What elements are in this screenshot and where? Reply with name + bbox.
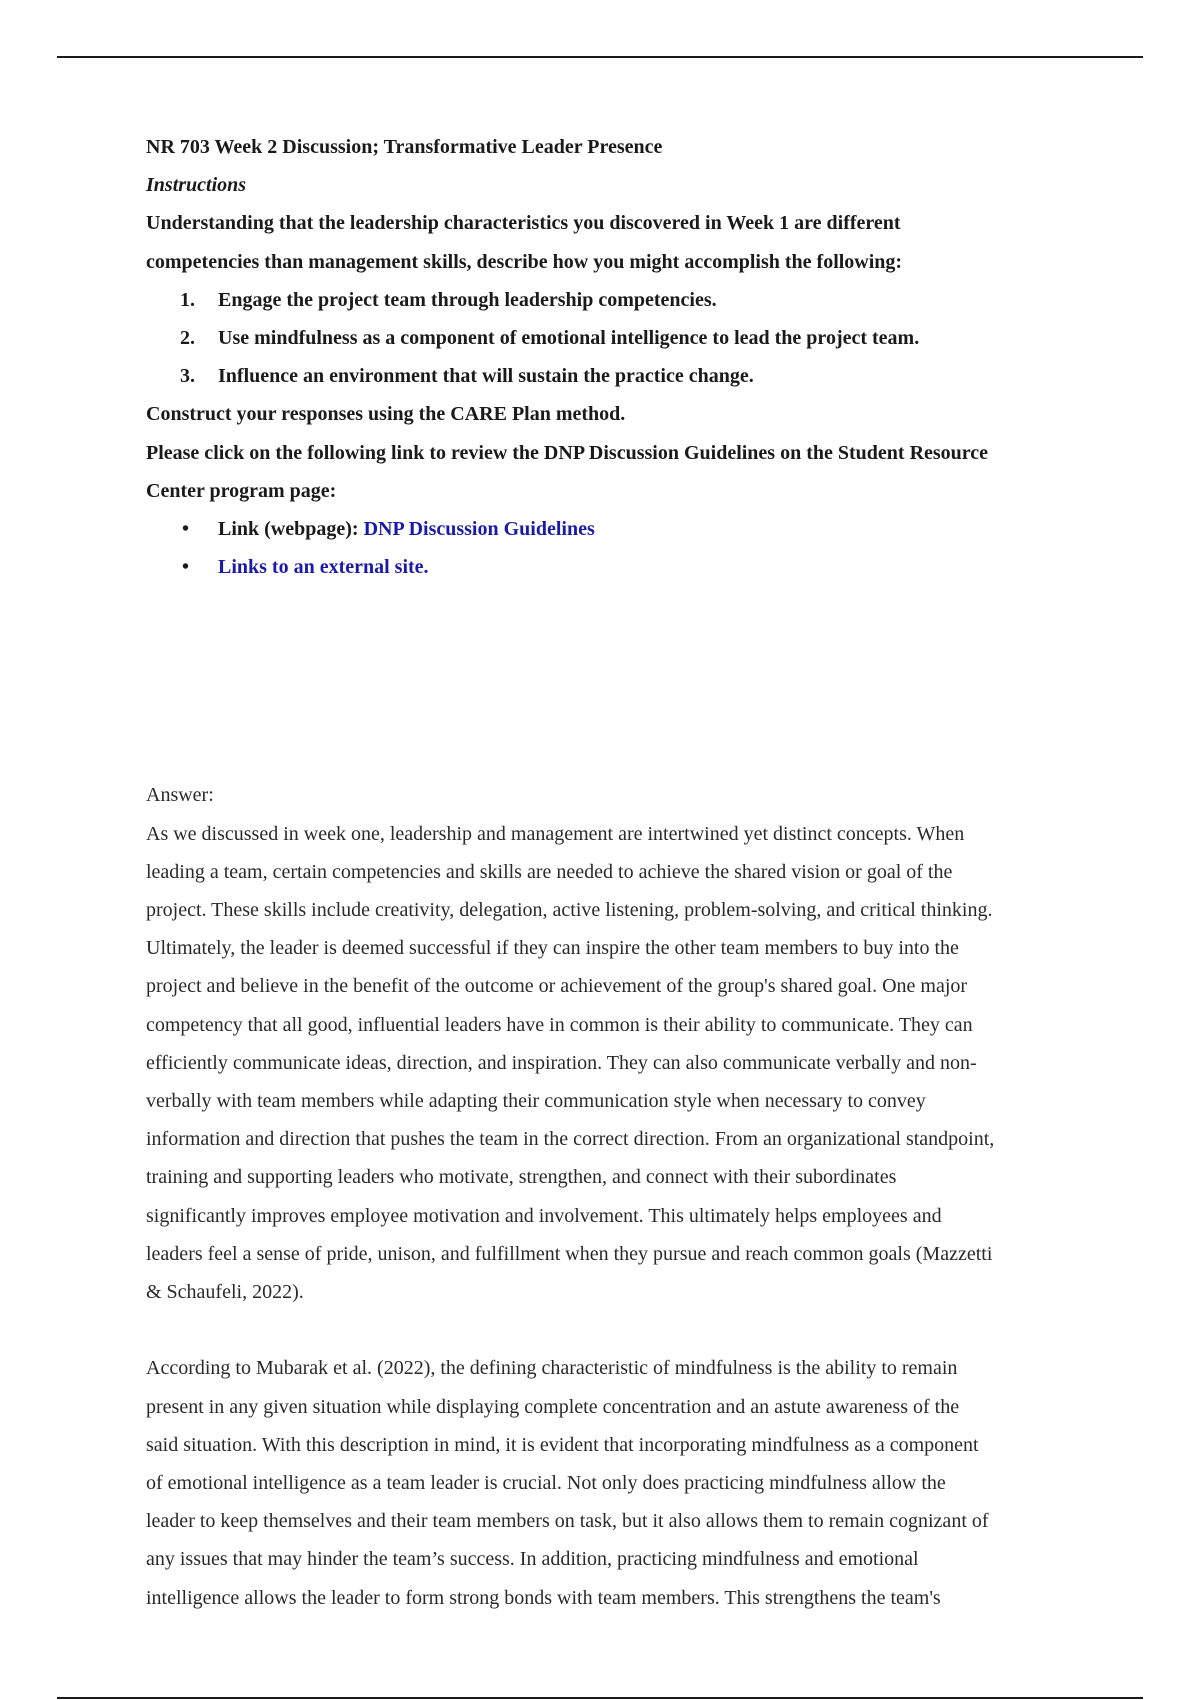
answer-line: project and believe in the benefit of the outcome or achievement of the group's shared goal. One major	[146, 975, 968, 998]
prompt-line: Understanding that the leadership characteristics you discovered in Week 1 are different	[146, 212, 901, 235]
section-spacer	[146, 586, 1076, 776]
guidelines-line: Center program page:	[146, 479, 337, 502]
answer-line: & Schaufeli, 2022).	[146, 1281, 304, 1304]
answer-paragraph-2	[146, 1349, 1076, 1616]
answer-label: Answer:	[146, 784, 214, 807]
dnp-guidelines-link[interactable]: DNP Discussion Guidelines	[363, 518, 595, 541]
answer-line: information and direction that pushes the team in the correct direction. From an organizational standpoint,	[146, 1128, 995, 1151]
task-text: Engage the project team through leadership competencies.	[218, 288, 717, 311]
document-body	[146, 128, 1076, 1617]
answer-section	[146, 776, 1076, 1616]
link-prefix: Link (webpage):	[218, 518, 364, 541]
task-number: 1.	[180, 288, 195, 311]
answer-line: leaders feel a sense of pride, unison, and fulfillment when they pursue and reach common goals (Mazzetti	[146, 1242, 993, 1265]
answer-paragraph-1	[146, 815, 1076, 1312]
document-title: NR 703 Week 2 Discussion; Transformative Leader Presence	[146, 136, 663, 158]
answer-line: leader to keep themselves and their team members on task, but it also allows them to remain cognizant of	[146, 1510, 989, 1533]
answer-line: leading a team, certain competencies and skills are needed to achieve the shared vision or goal of the	[146, 860, 953, 883]
answer-line: verbally with team members while adapting their communication style when necessary to convey	[146, 1090, 926, 1113]
answer-line: training and supporting leaders who motivate, strengthen, and connect with their subordinates	[146, 1166, 897, 1189]
care-plan-line: Construct your responses using the CARE Plan method.	[146, 403, 626, 426]
link-list	[146, 510, 1076, 586]
task-item	[146, 319, 1076, 357]
task-number: 3.	[180, 365, 195, 388]
task-text: Influence an environment that will sustain the practice change.	[218, 365, 754, 388]
task-number: 2.	[180, 327, 195, 350]
task-list	[146, 281, 1076, 396]
answer-line: significantly improves employee motivation and involvement. This ultimately helps employees and	[146, 1204, 942, 1227]
task-item	[146, 357, 1076, 395]
answer-line: Ultimately, the leader is deemed successful if they can inspire the other team members to buy into the	[146, 937, 959, 960]
prompt-text	[146, 204, 1076, 280]
answer-line: said situation. With this description in mind, it is evident that incorporating mindfulness as a component	[146, 1433, 979, 1456]
answer-line: efficiently communicate ideas, direction, and inspiration. They can also communicate verbally and non-	[146, 1051, 977, 1074]
bottom-page-rule	[57, 1697, 1143, 1699]
guidelines-text	[146, 434, 1076, 510]
top-page-rule	[57, 56, 1143, 58]
link-item	[146, 510, 1076, 548]
bullet-icon: •	[182, 518, 190, 541]
answer-line: present in any given situation while displaying complete concentration and an astute awareness of the	[146, 1395, 960, 1418]
guidelines-line: Please click on the following link to review the DNP Discussion Guidelines on the Student Resource	[146, 441, 989, 464]
instructions-heading: Instructions	[146, 174, 247, 197]
answer-line: of emotional intelligence as a team leader is crucial. Not only does practicing mindfulness allow the	[146, 1472, 946, 1495]
answer-line: According to Mubarak et al. (2022), the defining characteristic of mindfulness is the ability to remain	[146, 1357, 958, 1380]
external-site-link[interactable]: Links to an external site.	[218, 556, 429, 579]
bullet-icon: •	[182, 556, 190, 579]
answer-line: intelligence allows the leader to form strong bonds with team members. This strengthens the team's	[146, 1586, 941, 1609]
prompt-line: competencies than management skills, describe how you might accomplish the following:	[146, 250, 903, 273]
answer-line: any issues that may hinder the team’s success. In addition, practicing mindfulness and emotional	[146, 1548, 919, 1571]
link-item	[146, 548, 1076, 586]
answer-line: project. These skills include creativity, delegation, active listening, problem-solving, and critical thinking.	[146, 899, 993, 922]
task-text: Use mindfulness as a component of emotional intelligence to lead the project team.	[218, 327, 920, 350]
answer-line: competency that all good, influential leaders have in common is their ability to communicate. They can	[146, 1013, 973, 1036]
paragraph-spacer	[146, 1311, 1076, 1349]
answer-line: As we discussed in week one, leadership and management are intertwined yet distinct concepts. When	[146, 822, 965, 845]
task-item	[146, 281, 1076, 319]
